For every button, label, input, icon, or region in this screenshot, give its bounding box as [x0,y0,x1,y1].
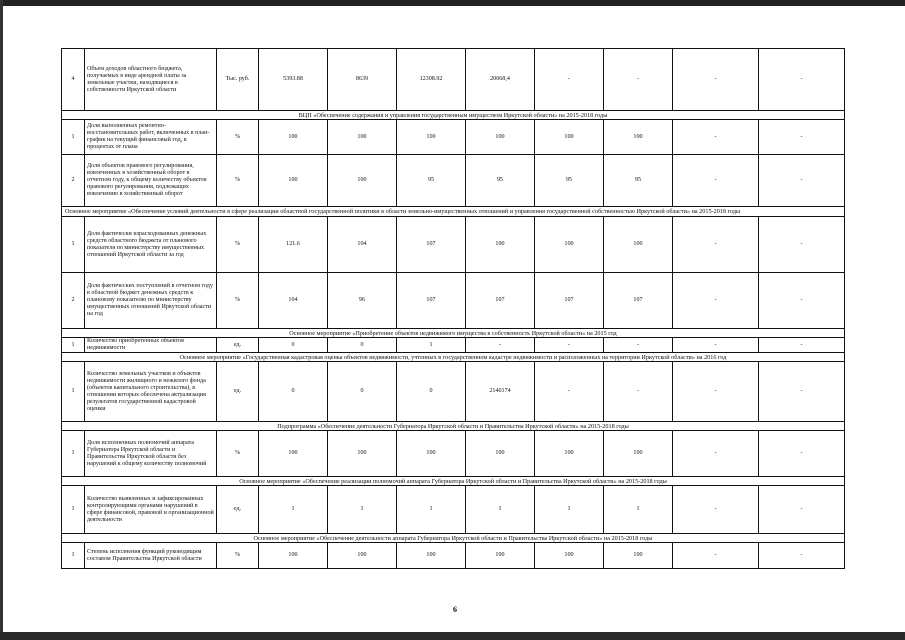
value-cell: 100 [259,543,328,569]
value-cell: - [673,120,759,155]
unit-cell: % [217,543,259,569]
value-cell: 121.6 [259,217,328,273]
value-cell: 100 [328,120,397,155]
unit-cell: ед. [217,338,259,353]
indicator-name: Доля объектов правового регулирования, вовлеченных в хозяйственный оборот в отчетном году, к общему количеству объектов правового регулирования, подлежащих вовлечению в хозяйственный оборот [85,155,217,207]
indicator-name: Степень исполнения функций руководящим составом Правительства Иркутской области [85,543,217,569]
value-cell: 8639 [328,49,397,111]
value-cell: 1 [535,486,604,534]
value-cell: - [759,217,845,273]
value-cell: 95 [604,155,673,207]
value-cell: 95 [397,155,466,207]
value-cell: 100 [259,155,328,207]
row-number: 1 [62,338,85,353]
value-cell: 107 [535,273,604,329]
value-cell: 100 [328,155,397,207]
value-cell: 100 [259,120,328,155]
row-number: 2 [62,155,85,207]
value-cell: - [535,49,604,111]
value-cell: - [759,155,845,207]
unit-cell: % [217,217,259,273]
value-cell: 104 [328,217,397,273]
value-cell: - [673,486,759,534]
row-number: 1 [62,431,85,477]
indicators-table [61,48,845,569]
unit-cell: % [217,431,259,477]
value-cell: 100 [604,217,673,273]
indicator-name: Доля исполненных полномочий аппарата Губернатора Иркутской области и Правительства Иркутской области без нарушений к общему количеству полномочий [85,431,217,477]
section-row [62,353,845,362]
unit-cell: % [217,120,259,155]
value-cell: - [673,543,759,569]
unit-cell: ед. [217,362,259,422]
row-number: 1 [62,543,85,569]
section-row [62,477,845,486]
section-title: Основное мероприятие «Обеспечение реализации полномочий аппарата Губернатора Иркутской области и Правительства Иркутской области» на 2015-2018 годы [62,477,845,486]
section-row [62,422,845,431]
value-cell: 0 [328,338,397,353]
value-cell: 100 [397,543,466,569]
value-cell: - [759,486,845,534]
row-number: 1 [62,217,85,273]
value-cell: 100 [535,543,604,569]
value-cell: 0 [397,362,466,422]
value-cell: 0 [328,362,397,422]
value-cell: 100 [535,431,604,477]
value-cell: 12308.92 [397,49,466,111]
section-title: Основное мероприятие «Обеспечение условий деятельности в сфере реализации областной государственной политики в области земельно-имущественных отношений и управления государственной собственностью Иркутской области» на 2015-2018 годы [62,207,845,217]
value-cell: 1 [397,486,466,534]
table-row [62,543,845,569]
row-number: 4 [62,49,85,111]
value-cell: 100 [328,431,397,477]
value-cell: - [759,273,845,329]
value-cell: - [759,543,845,569]
page-number: 6 [453,605,457,614]
value-cell: - [759,431,845,477]
value-cell: - [673,338,759,353]
value-cell: 1 [466,486,535,534]
table-row [62,338,845,353]
value-cell: - [759,120,845,155]
value-cell: 107 [397,273,466,329]
indicator-name: Объем доходов областного бюджета, получаемых в виде арендной платы за земельные участки, находящиеся в собственности Иркутской области [85,49,217,111]
section-row [62,111,845,120]
value-cell: 5393.88 [259,49,328,111]
table-row [62,431,845,477]
table-row [62,120,845,155]
value-cell: - [673,273,759,329]
table-row [62,217,845,273]
row-number: 1 [62,486,85,534]
row-number: 2 [62,273,85,329]
value-cell: 100 [604,120,673,155]
section-row [62,329,845,338]
value-cell: - [466,338,535,353]
value-cell: 100 [328,543,397,569]
row-number: 1 [62,120,85,155]
section-title: ВЦП «Обеспечение содержания и управления государственным имуществом Иркутской области» на 2015-2018 годы [62,111,845,120]
section-row [62,207,845,217]
section-row [62,534,845,543]
value-cell: 20068,4 [466,49,535,111]
value-cell: 100 [466,217,535,273]
scan-edge-left [0,0,3,640]
scan-edge-top [0,0,905,6]
value-cell: 100 [604,431,673,477]
indicator-name: Количество выявленных и зафиксированных контролирующими органами нарушений в сфере финансовой, правовой и организационной деятельности [85,486,217,534]
value-cell: 96 [328,273,397,329]
value-cell: 100 [535,217,604,273]
value-cell: 1 [259,486,328,534]
table-row [62,362,845,422]
unit-cell: Тыс. руб. [217,49,259,111]
value-cell: 107 [604,273,673,329]
table-row [62,49,845,111]
value-cell: - [535,338,604,353]
value-cell: 100 [397,431,466,477]
indicator-name: Количество земельных участков и объектов недвижимости жилищного и нежилого фонда (объектов капитального строительства), в отношении которых обеспечена актуализация результатов государственной кадастровой оценки [85,362,217,422]
value-cell: 107 [397,217,466,273]
section-title: Подпрограмма «Обеспечение деятельности Губернатора Иркутской области и Правительства Иркутской области» на 2015-2018 годы [62,422,845,431]
value-cell: - [759,338,845,353]
value-cell: - [673,155,759,207]
table-row [62,273,845,329]
value-cell: - [673,362,759,422]
value-cell: - [604,338,673,353]
table-row [62,486,845,534]
unit-cell: % [217,155,259,207]
value-cell: 100 [259,431,328,477]
section-title: Основное мероприятие «Государственная кадастровая оценка объектов недвижимости, учтенных в государственном кадастре недвижимости и расположенных на территории Иркутской области» на 2016 год [62,353,845,362]
value-cell: 104 [259,273,328,329]
value-cell: 0 [259,338,328,353]
value-cell: 1 [604,486,673,534]
unit-cell: ед. [217,486,259,534]
value-cell: 1 [328,486,397,534]
value-cell: 100 [466,431,535,477]
indicator-name: Доля фактических поступлений в отчетном году в областной бюджет денежных средств к плановому показателю по министерству имущественных отношений Иркутской области на год [85,273,217,329]
value-cell: 2140174 [466,362,535,422]
row-number: 1 [62,362,85,422]
indicator-name: Доля выполненных ремонтно-восстановительных работ, включенных в план-график на текущий финансовый год, в процентах от плана [85,120,217,155]
section-title: Основное мероприятие «Обеспечение деятельности аппарата Губернатора Иркутской области и Правительства Иркутской области» на 2015-2018 годы [62,534,845,543]
value-cell: 100 [466,120,535,155]
value-cell: - [673,49,759,111]
indicator-name: Количество приобретенных объектов недвижимости [85,338,217,353]
indicator-name: Доля фактически израсходованных денежных средств областного бюджета от планового показателя по министерству имущественных отношений Иркутской области за год [85,217,217,273]
value-cell: - [673,217,759,273]
value-cell: - [759,362,845,422]
value-cell: - [759,49,845,111]
value-cell: - [604,362,673,422]
value-cell: 100 [466,543,535,569]
section-title: Основное мероприятие «Приобретение объектов недвижимого имущества в собственность Иркутской области» на 2015 год [62,329,845,338]
value-cell: 100 [535,120,604,155]
value-cell: 95 [535,155,604,207]
value-cell: 107 [466,273,535,329]
value-cell: - [673,431,759,477]
value-cell: 1 [397,338,466,353]
value-cell: - [535,362,604,422]
value-cell: 0 [259,362,328,422]
value-cell: 95 [466,155,535,207]
scan-edge-bottom [0,632,905,640]
table-row [62,155,845,207]
unit-cell: % [217,273,259,329]
value-cell: 100 [397,120,466,155]
value-cell: 100 [604,543,673,569]
value-cell: - [604,49,673,111]
